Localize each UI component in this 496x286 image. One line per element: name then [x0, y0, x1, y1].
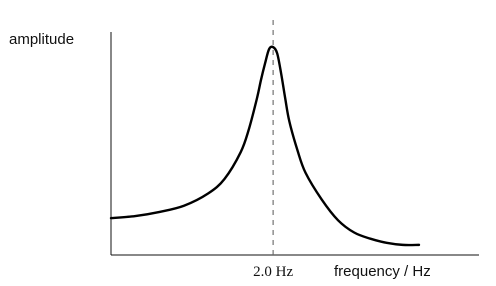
amplitude-series-line [111, 47, 419, 245]
x-axis-label: frequency / Hz [334, 263, 431, 280]
y-axis-label: amplitude [9, 31, 75, 48]
resonance-frequency-label: 2.0 Hz [253, 264, 294, 280]
